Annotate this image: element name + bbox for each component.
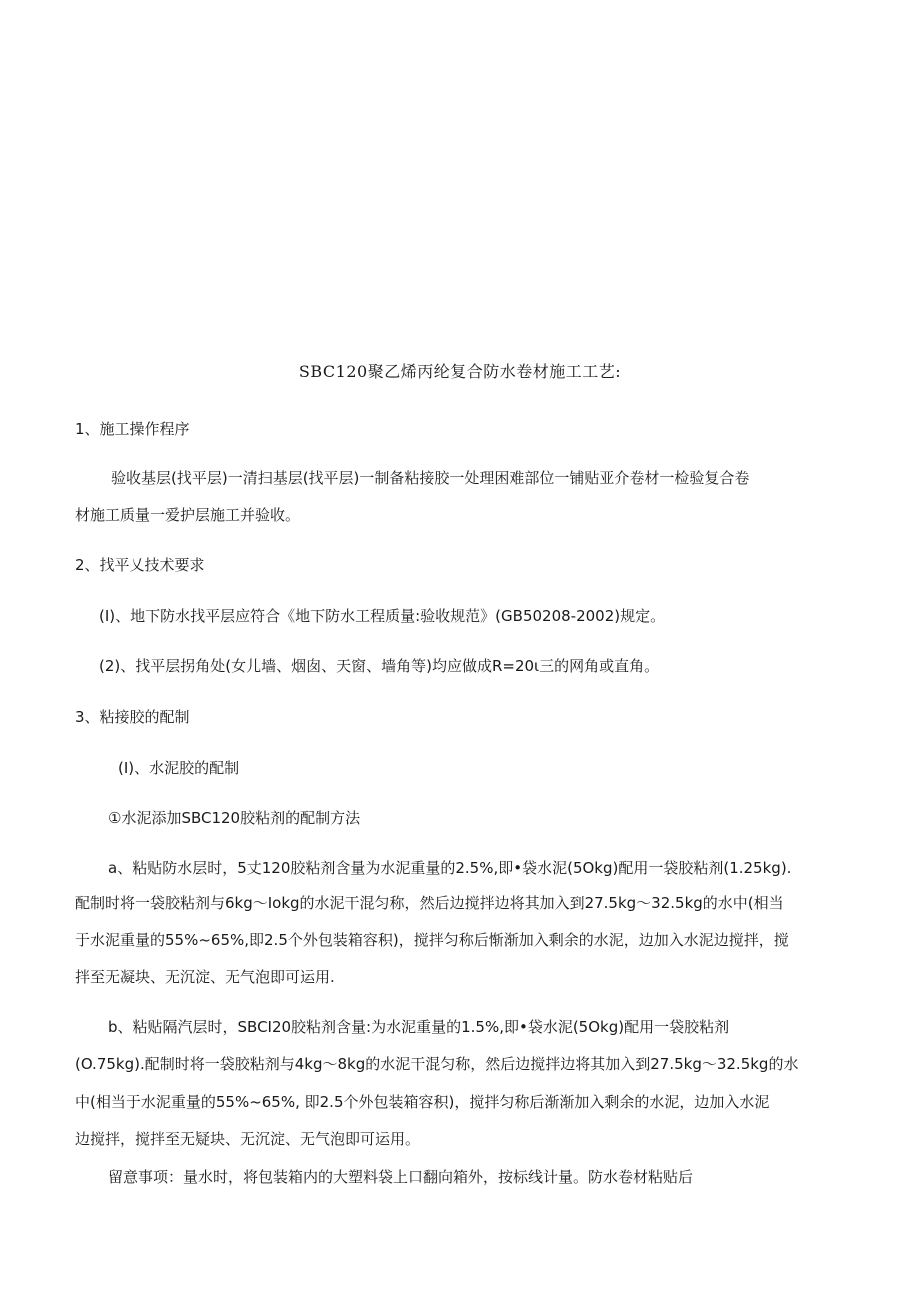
- section-1-body-line-2: 材施工质量一爱护层施工并验收。: [75, 506, 301, 524]
- section-2-heading: 2、找平乂技术要求: [75, 556, 205, 574]
- para-b-line-3: 中(相当于水泥重量的55%~65%, 即2.5个外包装箱容积)，搅拌匀称后渐渐加入剩余的水泥，边加入水泥: [75, 1093, 770, 1111]
- section-3-heading: 3、粘接胶的配制: [75, 708, 190, 726]
- section-3-sub-1: (I)、水泥胶的配制: [118, 759, 240, 777]
- note-line: 留意事项：量水时，将包装箱内的大塑料袋上口翻向箱外，按标线计量。防水卷材粘贴后: [108, 1168, 694, 1186]
- section-3-method: ①水泥添加SBC120胶粘剂的配制方法: [108, 809, 361, 827]
- para-b-line-2: (O.75kg).配制时将一袋胶粘剂与4kg〜8kg的水泥干混匀称，然后边搅拌边将其加入到27.5kg〜32.5kg的水: [75, 1055, 799, 1073]
- section-1-body-line-1: 验收基层(找平层)一清扫基层(找平层)一制备粘接胶一处理困难部位一铺贴亚介卷材一检验复合卷: [111, 469, 750, 487]
- para-a-line-2: 配制时将一袋胶粘剂与6kg〜Iokg的水泥干混匀称，然后边搅拌边将其加入到27.5kg〜32.5kg的水中(相当: [75, 894, 784, 912]
- para-b-line-1: b、粘贴隔汽层时，SBCI20胶粘剂含量:为水泥重量的1.5%,即•袋水泥(5Okg)配用一袋胶粘剂: [108, 1018, 730, 1036]
- section-2-item-1: (I)、地下防水找平层应符合《地下防水工程质量:验收规范》(GB50208-2002)规定。: [99, 607, 666, 625]
- para-a-line-3: 于水泥重量的55%~65%,即2.5个外包装箱容积)，搅拌匀称后惭渐加入剩余的水泥，边加入水泥边搅拌，搅: [75, 931, 789, 949]
- section-1-heading: 1、施工操作程序: [75, 420, 190, 438]
- para-b-line-4: 边搅拌，搅拌至无疑块、无沉淀、无气泡即可运用。: [75, 1130, 421, 1148]
- section-2-item-2: (2)、找平层拐角处(女儿墙、烟囱、天窗、墙角等)均应做成R=20ι三的网角或直角。: [99, 657, 660, 675]
- para-a-line-4: 拌至无凝块、无沉淀、无气泡即可运用.: [75, 968, 335, 986]
- para-a-line-1: a、粘贴防水层时，5丈120胶粘剂含量为水泥重量的2.5%,即•袋水泥(5Okg)配用一袋胶粘剂(1.25kg).: [108, 859, 792, 877]
- document-title: SBC120聚乙烯丙纶复合防水卷材施工工艺:: [298, 362, 622, 381]
